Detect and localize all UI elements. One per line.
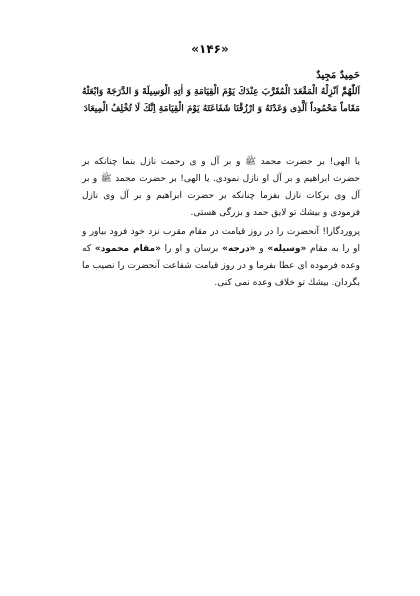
page-number: «۱۴۶» [191, 42, 229, 56]
translation-text: كه وعده فرموده ای عطا بفرما و در روز قیامت شفاعت آنحضرت را نصیب ما بگردان. بیشك تو خلاف وعده نمی كنی. [82, 244, 360, 288]
translation-paragraph-1: یا الهی! بر حضرت محمد ﷺ و بر آل و ی رحمت نازل بنما چنانكه بر حضرت ابراهیم و بر آل او نازل نمودی. یا الهی! بر حضرت محمد ﷺ و بر آل وی بركات نازل بفرما چنانكه بر حضرت ابراهیم و بر آل وی نازل فرمودی و بیشك تو لایق حمد و بزرگی هستی. [82, 157, 360, 218]
bold-term-maqam-mahmud: «مقام محمود» [94, 244, 161, 254]
translation-paragraph-2 [82, 224, 360, 292]
translation-text: پروردگارا! آنحضرت را در روز قیامت در مقام مقرب نزد خود فرود بیاور و او را به مقام [82, 227, 361, 254]
translation-text: برسان و او را [160, 244, 223, 254]
prayer-ending: حَمِیدٌ مَجِیدٌ [316, 70, 360, 81]
bold-term-daraja: «درجه» [222, 244, 256, 254]
arabic-prayer-text: اَللّٰهُمَّ اَنْزِلْهُ الْمَقْعَدَ الْمُقَرَّبَ عِنْدَكَ یَوْمَ الْقِیَامَةِ وَ اٰتِهِ الْوَسِیلَةَ وَ الدَّرَجَةَ وَابْعَثْهُ مَقَاماً مَحْمُوداً اَلَّذِی وَعَدْتَهُ وَ ارْزُقْنَا شَفَاعَتَهُ یَوْمَ الْقِیَامَةِ اِنَّكَ لَا تُخْلِفُ الْمِیعَادَ [82, 87, 360, 114]
bold-term-wasila: «وسیله» [267, 244, 307, 254]
translation-text: و [255, 244, 268, 254]
